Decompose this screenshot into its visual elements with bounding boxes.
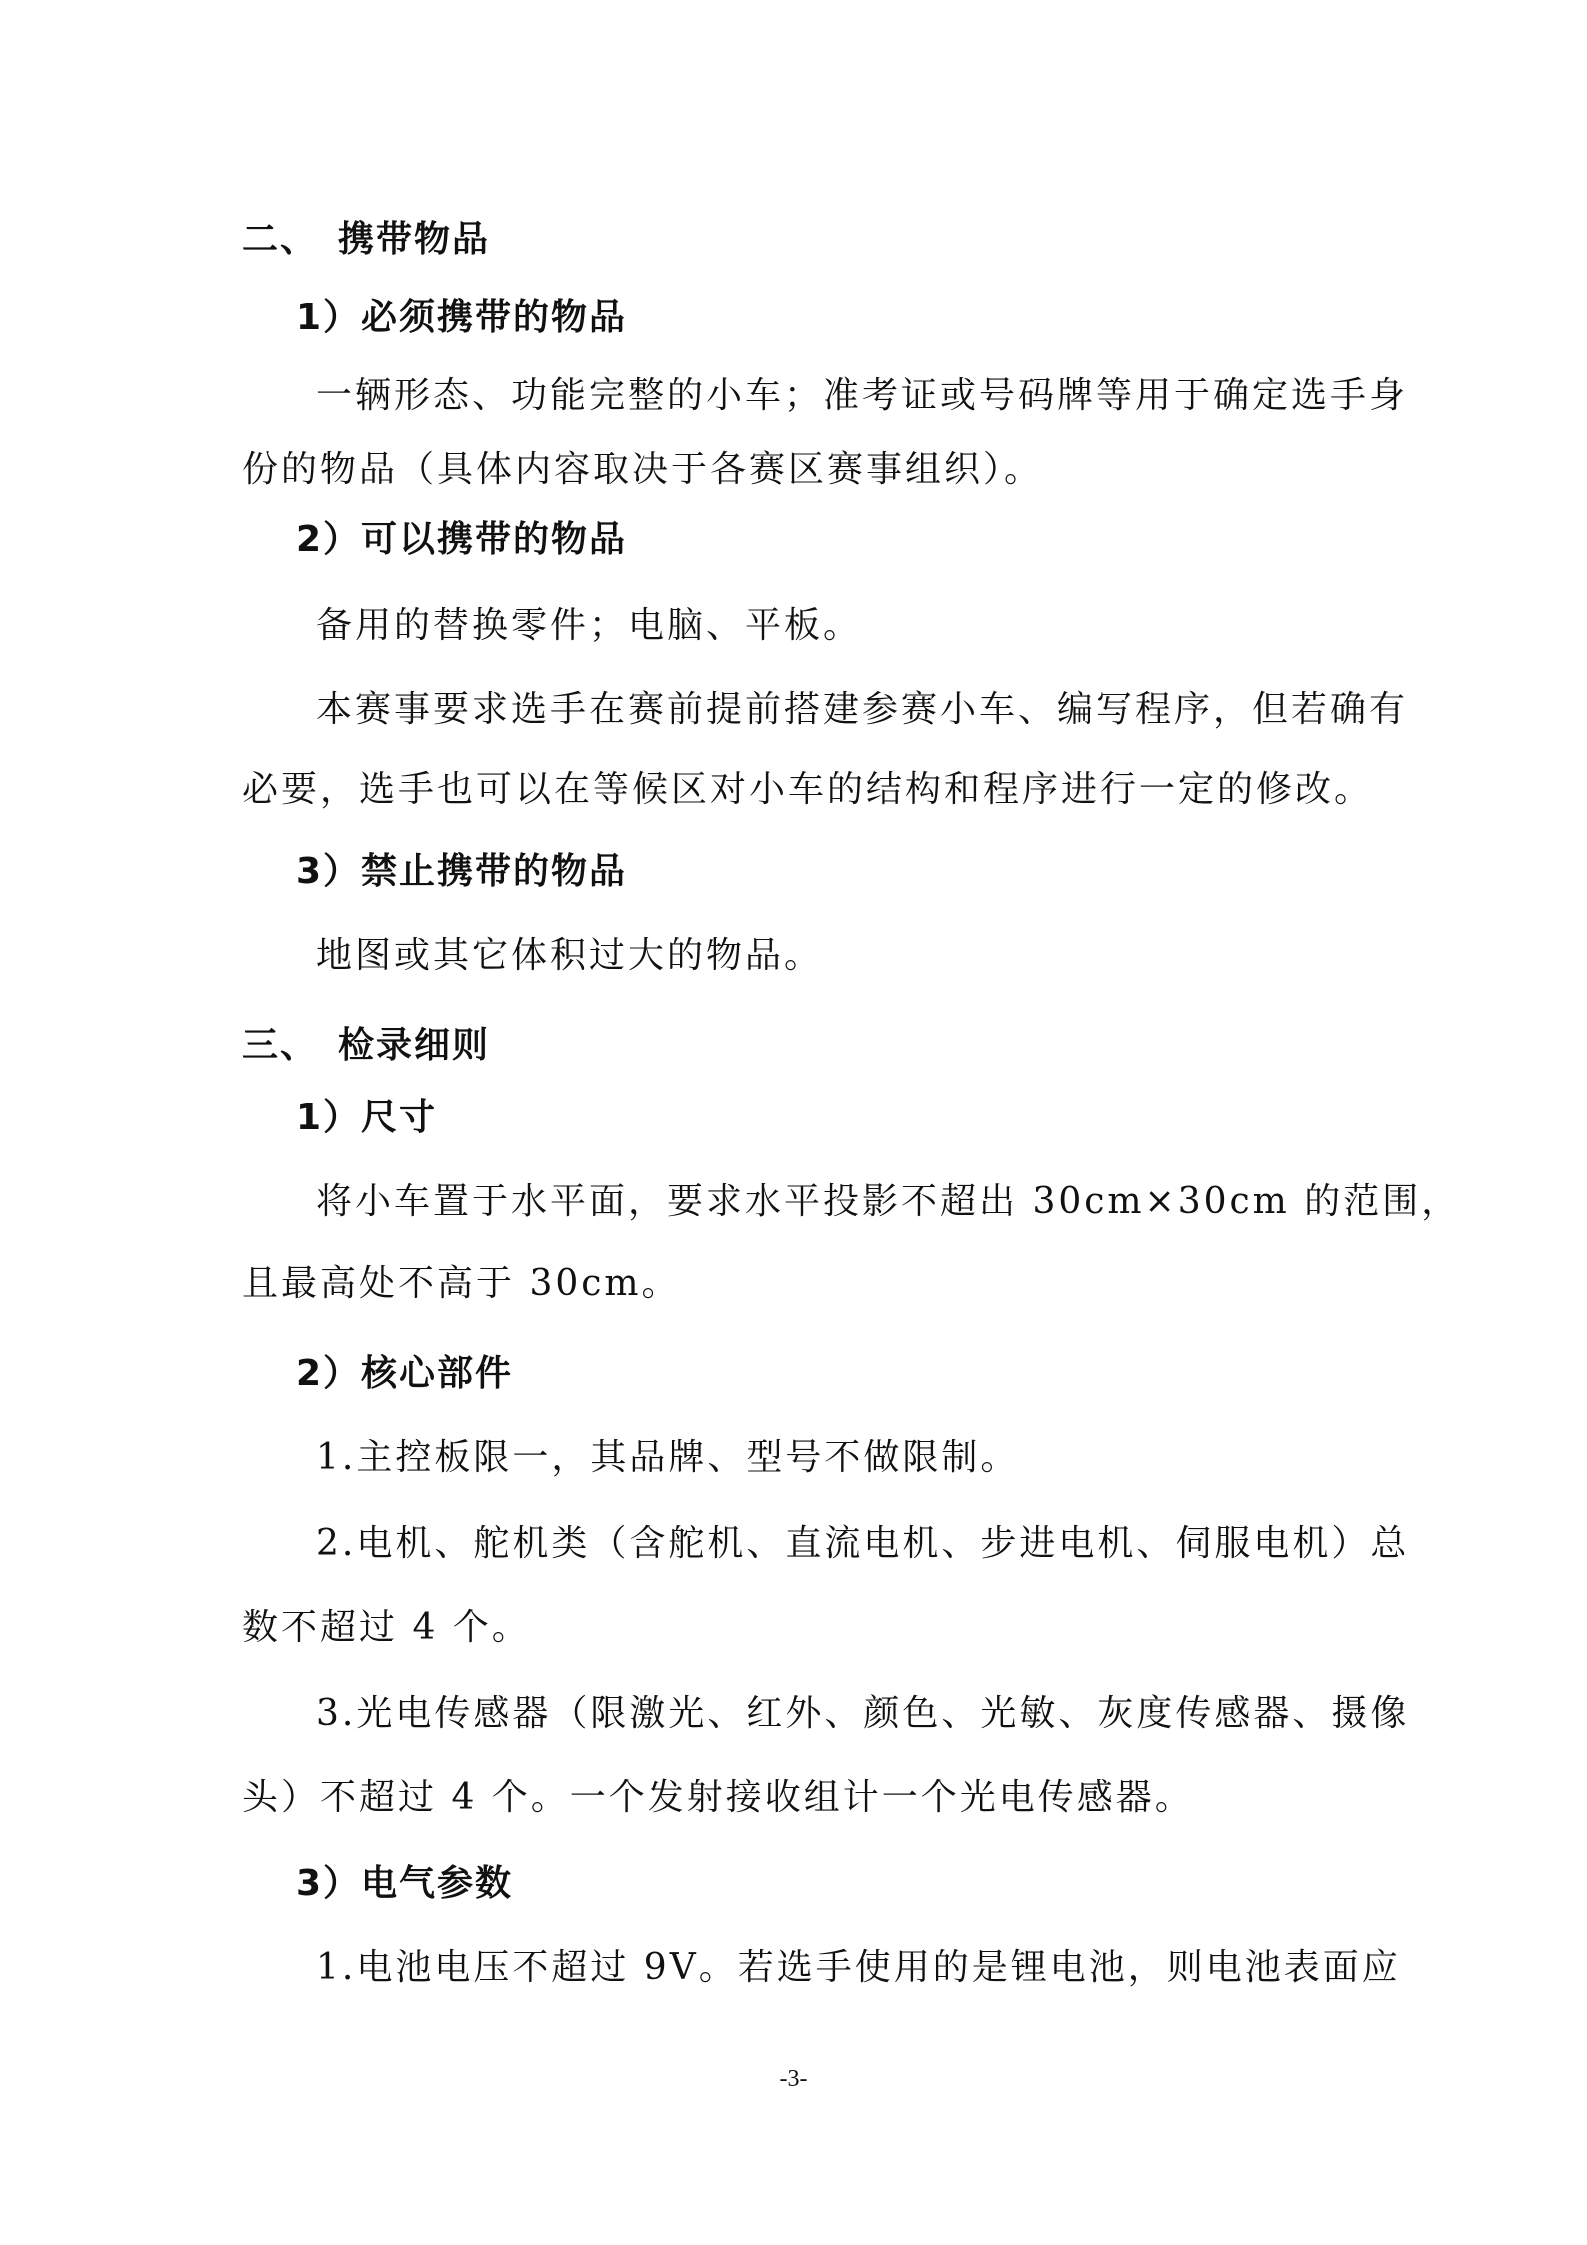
list-item-line: 1.主控板限一，其品牌、型号不做限制。 <box>316 1437 1020 1478</box>
section-title: 携带物品 <box>338 219 491 260</box>
section-number: 二、 <box>242 219 319 260</box>
list-item-line: 3.光电传感器（限激光、红外、颜色、光敏、灰度传感器、摄像 <box>316 1693 1410 1734</box>
section-number: 三、 <box>242 1025 319 1066</box>
paragraph-line: 将小车置于水平面，要求水平投影不超出 30cm×30cm 的范围， <box>316 1181 1461 1222</box>
subheading-required-items: 1）必须携带的物品 <box>296 297 628 338</box>
section-heading-2 <box>242 216 490 264</box>
list-item-line: 数不超过 4 个。 <box>242 1607 531 1648</box>
paragraph-line: 一辆形态、功能完整的小车；准考证或号码牌等用于确定选手身 <box>316 375 1409 416</box>
subheading-core-components: 2）核心部件 <box>296 1353 514 1394</box>
list-item-line: 头）不超过 4 个。一个发射接收组计一个光电传感器。 <box>242 1777 1194 1818</box>
paragraph-line: 且最高处不高于 30cm。 <box>242 1263 681 1304</box>
paragraph-line: 本赛事要求选手在赛前提前搭建参赛小车、编写程序，但若确有 <box>316 689 1409 730</box>
list-item-line: 2.电机、舵机类（含舵机、直流电机、步进电机、伺服电机）总 <box>316 1523 1410 1564</box>
paragraph-line: 地图或其它体积过大的物品。 <box>316 935 824 976</box>
paragraph-line: 份的物品（具体内容取决于各赛区赛事组织）。 <box>242 449 1044 490</box>
subheading-electrical-parameters: 3）电气参数 <box>296 1863 514 1904</box>
section-heading-3 <box>242 1022 490 1070</box>
subheading-dimensions: 1）尺寸 <box>296 1097 438 1138</box>
page-number: -3- <box>779 2066 808 2092</box>
subheading-prohibited-items: 3）禁止携带的物品 <box>296 851 628 892</box>
section-title: 检录细则 <box>338 1025 491 1066</box>
paragraph-line: 备用的替换零件；电脑、平板。 <box>316 605 863 646</box>
paragraph-line: 必要，选手也可以在等候区对小车的结构和程序进行一定的修改。 <box>242 769 1374 810</box>
subheading-optional-items: 2）可以携带的物品 <box>296 519 628 560</box>
list-item-line: 1.电池电压不超过 9V。若选手使用的是锂电池，则电池表面应 <box>316 1947 1401 1988</box>
